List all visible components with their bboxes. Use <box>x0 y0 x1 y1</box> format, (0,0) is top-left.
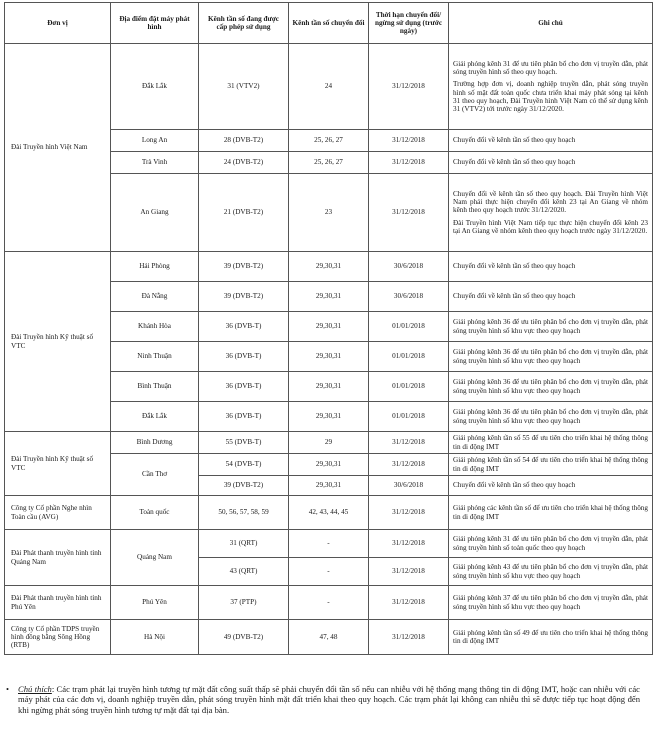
location-cell: Đắk Lắk <box>111 44 199 130</box>
licensed-channel-cell: 24 (DVB-T2) <box>199 152 289 174</box>
target-channel-cell: 29,30,31 <box>289 476 369 496</box>
licensed-channel-cell: 55 (DVB-T) <box>199 432 289 454</box>
target-channel-cell: 29,30,31 <box>289 282 369 312</box>
location-cell: Bình Thuận <box>111 372 199 402</box>
target-channel-cell: 29 <box>289 432 369 454</box>
note-cell <box>449 282 653 312</box>
unit-cell: Công ty Cổ phần TDPS truyền hình đồng bằng Sông Hồng (RTB) <box>5 620 111 655</box>
header-location: Địa điểm đặt máy phát hình <box>111 3 199 44</box>
location-cell: An Giang <box>111 174 199 252</box>
location-cell: Khánh Hòa <box>111 312 199 342</box>
table-body <box>5 44 653 655</box>
deadline-cell: 30/6/2018 <box>369 476 449 496</box>
header-row <box>5 3 653 44</box>
header-note: Ghi chú <box>449 3 653 44</box>
unit-cell: Đài Truyền hình Kỹ thuật số VTC <box>5 252 111 432</box>
licensed-channel-cell: 36 (DVB-T) <box>199 342 289 372</box>
deadline-cell: 01/01/2018 <box>369 402 449 432</box>
licensed-channel-cell: 21 (DVB-T2) <box>199 174 289 252</box>
deadline-cell: 31/12/2018 <box>369 152 449 174</box>
note-cell <box>449 558 653 586</box>
note-paragraph: Chuyển đổi về kênh tần số theo quy hoạch. Đài Truyền hình Việt Nam phải thực hiện chuyển đổi kênh 23 tại An Giang về nhóm kênh theo quy hoạch trước 31/12/2020. <box>453 189 648 215</box>
note-paragraph: Giải phóng kênh tần số 55 để ưu tiên cho triển khai hệ thống thông tin di động IMT <box>453 434 648 451</box>
location-cell: Đắk Lắk <box>111 402 199 432</box>
target-channel-cell: 24 <box>289 44 369 130</box>
deadline-cell: 31/12/2018 <box>369 432 449 454</box>
note-paragraph: Giải phóng kênh 31 để ưu tiên phân bổ cho đơn vị truyền dẫn, phát sóng truyền hình số toàn quốc theo quy hoạch <box>453 535 648 552</box>
target-channel-cell: 29,30,31 <box>289 252 369 282</box>
target-channel-cell: - <box>289 586 369 620</box>
note-cell <box>449 496 653 530</box>
deadline-cell: 31/12/2018 <box>369 496 449 530</box>
table-row <box>5 252 653 282</box>
table-row <box>5 432 653 454</box>
licensed-channel-cell: 49 (DVB-T2) <box>199 620 289 655</box>
note-paragraph: Giải phóng kênh 36 để ưu tiên phân bổ cho đơn vị truyền dẫn, phát sóng truyền hình số khu vực theo quy hoạch <box>453 348 648 365</box>
note-paragraph: Chuyển đổi về kênh tần số theo quy hoạch <box>453 292 576 301</box>
licensed-channel-cell: 31 (QRT) <box>199 530 289 558</box>
channel-conversion-table <box>4 2 653 655</box>
licensed-channel-cell: 50, 56, 57, 58, 59 <box>199 496 289 530</box>
footnote <box>6 684 640 715</box>
deadline-cell: 31/12/2018 <box>369 174 449 252</box>
deadline-cell: 01/01/2018 <box>369 342 449 372</box>
location-cell: Long An <box>111 130 199 152</box>
target-channel-cell: 29,30,31 <box>289 402 369 432</box>
target-channel-cell: 42, 43, 44, 45 <box>289 496 369 530</box>
note-cell <box>449 342 653 372</box>
target-channel-cell: 25, 26, 27 <box>289 152 369 174</box>
footnote-label: Chú thích <box>18 684 52 694</box>
header-deadline: Thời hạn chuyển đổi/ ngừng sử dụng (trước ngày) <box>369 3 449 44</box>
location-cell: Toàn quốc <box>111 496 199 530</box>
note-cell <box>449 312 653 342</box>
note-cell <box>449 402 653 432</box>
licensed-channel-cell: 36 (DVB-T) <box>199 312 289 342</box>
note-cell <box>449 130 653 152</box>
table-row <box>5 44 653 130</box>
header-licensed-channel: Kênh tần số đang được cấp phép sử dụng <box>199 3 289 44</box>
licensed-channel-cell: 39 (DVB-T2) <box>199 476 289 496</box>
unit-cell: Đài Phát thanh truyền hình tỉnh Phú Yên <box>5 586 111 620</box>
header-unit: Đơn vị <box>5 3 111 44</box>
note-cell <box>449 476 653 496</box>
note-cell <box>449 372 653 402</box>
note-cell <box>449 174 653 252</box>
deadline-cell: 31/12/2018 <box>369 44 449 130</box>
note-cell <box>449 44 653 130</box>
target-channel-cell: 25, 26, 27 <box>289 130 369 152</box>
target-channel-cell: 29,30,31 <box>289 454 369 476</box>
location-cell: Hà Nội <box>111 620 199 655</box>
table-row <box>5 586 653 620</box>
note-paragraph: Giải phóng kênh 43 để ưu tiên phân bổ cho đơn vị truyền dẫn, phát sóng truyền hình số khu vực theo quy hoạch <box>453 563 648 580</box>
location-cell: Ninh Thuận <box>111 342 199 372</box>
note-paragraph: Giải phóng kênh 37 để ưu tiên phân bổ cho đơn vị truyền dẫn, phát sóng truyền hình số khu vực theo quy hoạch <box>453 594 648 611</box>
deadline-cell: 30/6/2018 <box>369 282 449 312</box>
note-paragraph: Giải phóng kênh 31 để ưu tiên phân bổ cho đơn vị truyền dẫn, phát sóng truyền hình số theo quy hoạch. <box>453 59 648 76</box>
note-paragraph: Giải phóng các kênh tần số để ưu tiên cho triển khai hệ thống thông tin di động IMT <box>453 504 648 521</box>
note-paragraph: Giải phóng kênh tần số 49 để ưu tiên cho triển khai hệ thống thông tin di động IMT <box>453 628 648 645</box>
target-channel-cell: - <box>289 558 369 586</box>
location-cell: Phú Yên <box>111 586 199 620</box>
note-cell <box>449 432 653 454</box>
deadline-cell: 31/12/2018 <box>369 586 449 620</box>
licensed-channel-cell: 28 (DVB-T2) <box>199 130 289 152</box>
target-channel-cell: 29,30,31 <box>289 372 369 402</box>
licensed-channel-cell: 36 (DVB-T) <box>199 372 289 402</box>
licensed-channel-cell: 31 (VTV2) <box>199 44 289 130</box>
note-paragraph: Chuyển đổi về kênh tần số theo quy hoạch <box>453 262 576 271</box>
deadline-cell: 01/01/2018 <box>369 312 449 342</box>
licensed-channel-cell: 37 (PTP) <box>199 586 289 620</box>
note-cell <box>449 620 653 655</box>
unit-cell: Công ty Cổ phần Nghe nhìn Toàn cầu (AVG) <box>5 496 111 530</box>
deadline-cell: 31/12/2018 <box>369 558 449 586</box>
deadline-cell: 31/12/2018 <box>369 620 449 655</box>
target-channel-cell: 23 <box>289 174 369 252</box>
unit-cell: Đài Truyền hình Việt Nam <box>5 44 111 252</box>
location-cell: Quảng Nam <box>111 530 199 586</box>
note-paragraph: Giải phóng kênh 36 để ưu tiên phân bổ cho đơn vị truyền dẫn, phát sóng truyền hình số khu vực theo quy hoạch <box>453 408 648 425</box>
target-channel-cell: - <box>289 530 369 558</box>
licensed-channel-cell: 54 (DVB-T) <box>199 454 289 476</box>
table-row <box>5 530 653 558</box>
table-row <box>5 620 653 655</box>
deadline-cell: 01/01/2018 <box>369 372 449 402</box>
licensed-channel-cell: 36 (DVB-T) <box>199 402 289 432</box>
location-cell: Hải Phòng <box>111 252 199 282</box>
note-paragraph: Chuyển đổi về kênh tần số theo quy hoạch <box>453 481 576 490</box>
note-paragraph: Đài Truyền hình Việt Nam tiếp tục thực hiện chuyển đổi kênh 23 tại An Giang về nhóm kênh theo quy hoạch trước ngày 31/12/2020. <box>453 218 648 235</box>
note-cell <box>449 586 653 620</box>
note-cell <box>449 530 653 558</box>
header-target-channel: Kênh tần số chuyển đổi <box>289 3 369 44</box>
channel-conversion-table-wrapper <box>4 2 652 655</box>
note-paragraph: Giải phóng kênh tần số 54 để ưu tiên cho triển khai hệ thống thông tin di động IMT <box>453 456 648 473</box>
footnote-bullet: • <box>6 684 10 694</box>
deadline-cell: 30/6/2018 <box>369 252 449 282</box>
note-cell <box>449 454 653 476</box>
location-cell: Trà Vinh <box>111 152 199 174</box>
deadline-cell: 31/12/2018 <box>369 530 449 558</box>
note-cell <box>449 152 653 174</box>
location-cell: Đà Nẵng <box>111 282 199 312</box>
note-paragraph: Giải phóng kênh 36 để ưu tiên phân bổ cho đơn vị truyền dẫn, phát sóng truyền hình số khu vực theo quy hoạch <box>453 378 648 395</box>
table-row <box>5 496 653 530</box>
location-cell: Bình Dương <box>111 432 199 454</box>
target-channel-cell: 29,30,31 <box>289 312 369 342</box>
note-paragraph: Chuyển đổi về kênh tần số theo quy hoạch <box>453 136 576 145</box>
licensed-channel-cell: 43 (QRT) <box>199 558 289 586</box>
deadline-cell: 31/12/2018 <box>369 130 449 152</box>
note-paragraph: Chuyển đổi về kênh tần số theo quy hoạch <box>453 158 576 167</box>
unit-cell: Đài Truyền hình Kỹ thuật số VTC <box>5 432 111 496</box>
deadline-cell: 31/12/2018 <box>369 454 449 476</box>
note-paragraph: Giải phóng kênh 36 để ưu tiên phân bổ cho đơn vị truyền dẫn, phát sóng truyền hình số khu vực theo quy hoạch <box>453 318 648 335</box>
licensed-channel-cell: 39 (DVB-T2) <box>199 252 289 282</box>
unit-cell: Đài Phát thanh truyền hình tỉnh Quảng Nam <box>5 530 111 586</box>
target-channel-cell: 29,30,31 <box>289 342 369 372</box>
target-channel-cell: 47, 48 <box>289 620 369 655</box>
footnote-text: : Các trạm phát lại truyền hình tương tự mặt đất công suất thấp sẽ phải chuyển đổi tần số nếu can nhiễu với hệ thống mạng thông tin di động IMT, hoặc can nhiễu với các máy phát của các đơn vị, doanh nghiệp truyền dẫn, phát sóng truyền hình mặt đất triển khai theo quy hoạch. Các trạm phát lại không can nhiễu thì sẽ được tiếp tục hoạt động đến khi ngừng phát sóng truyền hình tương tự mặt đất tại địa bàn. <box>18 684 640 715</box>
note-paragraph: Trường hợp đơn vị, doanh nghiệp truyền dẫn, phát sóng truyền hình số mặt đất toàn quốc chưa triển khai máy phát sóng tại kênh 31 theo quy hoạch, Đài Truyền hình Việt Nam có thể sử dụng kênh 31 (VTV2) tới trước ngày 31/12/2020. <box>453 80 648 114</box>
location-cell: Cần Thơ <box>111 454 199 496</box>
note-cell <box>449 252 653 282</box>
licensed-channel-cell: 39 (DVB-T2) <box>199 282 289 312</box>
